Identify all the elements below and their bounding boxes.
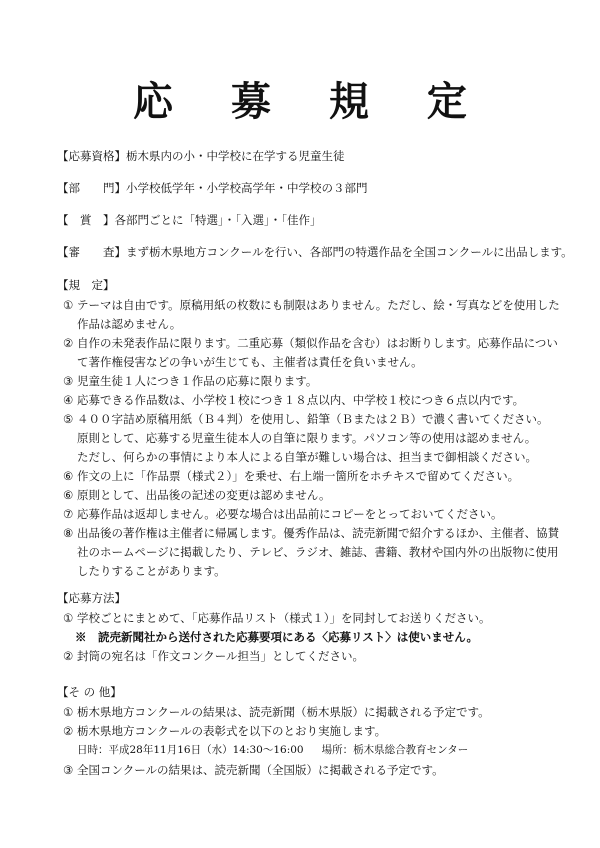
rule-item (63, 524, 563, 581)
rule-line: 出品後の著作権は主催者に帰属します。優秀作品は、読売新聞で紹介するほか、主催者、協賛 (77, 526, 560, 540)
other-item-1-text: 栃木県地方コンクールの結果は、読売新聞（栃木県版）に掲載される予定です。 (77, 705, 490, 719)
rule-item (63, 391, 563, 410)
rule-number: ⑤ (63, 412, 74, 426)
rule-line: 自作の未発表作品に限ります。二重応募（類似作品を含む）はお断りします。応募作品につい (77, 336, 558, 350)
rule-item (63, 296, 563, 334)
rule-number: ⑦ (63, 507, 74, 521)
ceremony-details (77, 742, 468, 759)
rule-item (63, 486, 563, 505)
method-item-1 (63, 609, 563, 628)
other-item-1-number: ① (63, 705, 74, 719)
rule-number: ③ (63, 374, 74, 388)
awards-label: 【 賞 】 (57, 213, 115, 227)
other-item-1 (63, 703, 563, 722)
divisions-text: 小学校低学年・小学校高学年・中学校の３部門 (126, 181, 368, 195)
rule-item (63, 372, 563, 391)
eligibility-text: 栃木県内の小・中学校に在学する児童生徒 (126, 149, 345, 163)
rule-number: ① (63, 298, 74, 312)
rule-line: 児童生徒１人につき１作品の応募に限ります。 (77, 374, 318, 388)
rule-line: ただし、何らかの事情により本人による自筆が難しい場合は、担当まで御相談ください。 (77, 450, 537, 464)
rule-line: テーマは自由です。原稿用紙の枚数にも制限はありません。ただし、絵・写真などを使用した (77, 298, 560, 312)
judging-label: 【審 査】 (57, 245, 126, 259)
rule-line: 作文の上に「作品票（様式２）」を乗せ、右上端一箇所をホチキスで留めてください。 (77, 469, 520, 483)
divisions-label: 【部 門】 (57, 181, 126, 195)
awards-text: 各部門ごとに「特選」・「入選」・「佳作」 (114, 213, 322, 227)
other-item-3 (63, 761, 563, 780)
rule-number: ⑥ (63, 469, 74, 483)
rule-line: 原則として、応募する児童生徒本人の自筆に限ります。パソコン等の使用は認めません。 (77, 431, 537, 445)
eligibility-row (57, 148, 580, 165)
rule-item (63, 410, 563, 467)
method-item-2-number: ② (63, 649, 74, 663)
other-item-2-number: ② (63, 724, 74, 738)
ceremony-place: 場所：栃木県総合教育センター (321, 744, 469, 756)
rules-heading: 【規 定】 (57, 278, 115, 292)
page-title: 応 募 規 定 (133, 79, 489, 125)
eligibility-label: 【応募資格】 (57, 149, 126, 163)
awards-row (57, 212, 580, 229)
judging-row (57, 244, 580, 261)
method-item-2 (63, 647, 563, 666)
rule-number: ⑧ (63, 526, 74, 540)
method-heading: 【応募方法】 (57, 591, 126, 605)
other-item-3-number: ③ (63, 763, 74, 777)
rule-item (63, 334, 563, 372)
rule-number: ⑥ (63, 488, 74, 502)
rule-item (63, 467, 563, 486)
rule-line: 社のホームページに掲載したり、テレビ、ラジオ、雑誌、書籍、教材や国内外の出版物に使用 (77, 545, 559, 559)
rule-line: 作品は認めません。 (77, 317, 182, 331)
rule-line: 原則として、出品後の記述の変更は認めません。 (77, 488, 331, 502)
method-note: ※ 読売新聞社から送付された応募要項にある〈応募リスト〉は使いません。 (75, 630, 478, 644)
rule-line: したりすることがあります。 (77, 564, 226, 578)
rule-number: ④ (63, 393, 74, 407)
other-item-2-text: 栃木県地方コンクールの表彰式を以下のとおり実施します。 (77, 724, 387, 738)
method-item-2-text: 封筒の宛名は「作文コンクール担当」としてください。 (77, 649, 365, 663)
divisions-row (57, 180, 580, 197)
rule-line: て著作権侵害などの争いが生じても、主催者は責任を負いません。 (77, 355, 423, 369)
rule-number: ② (63, 336, 74, 350)
other-item-2 (63, 722, 563, 741)
rule-line: 応募作品は返却しません。必要な場合は出品前にコピーをとっておいてください。 (77, 507, 503, 521)
other-item-3-text: 全国コンクールの結果は、読売新聞（全国版）に掲載される予定です。 (77, 763, 444, 777)
method-item-1-number: ① (63, 611, 74, 625)
other-heading: 【そ の 他】 (57, 685, 122, 699)
rule-line: ４００字詰め原稿用紙（Ｂ４判）を使用し、鉛筆（Ｂまたは２Ｂ）で濃く書いてください。 (77, 412, 549, 426)
rule-item (63, 505, 563, 524)
ceremony-datetime: 日時：平成28年11月16日（水）14:30～16:00 (77, 744, 304, 756)
judging-text: まず栃木県地方コンクールを行い、各部門の特選作品を全国コンクールに出品します。 (126, 245, 573, 259)
rule-line: 応募できる作品数は、小学校１校につき１８点以内、中学校１校につき６点以内です。 (77, 393, 525, 407)
method-item-1-text: 学校ごとにまとめて、「応募作品リスト（様式１）」を同封してお送りください。 (77, 611, 491, 625)
